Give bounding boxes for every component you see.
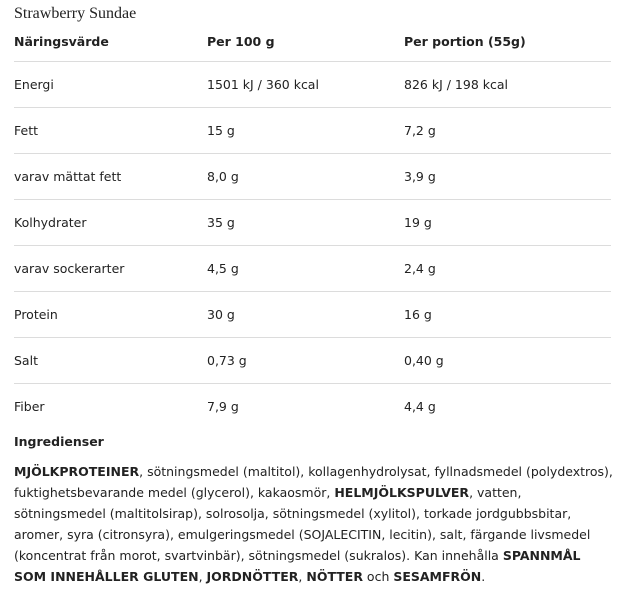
table-row	[14, 200, 611, 246]
ingredient-text: , sötningsmedel (maltitol), kollagenhydrolysat, fyllnadsmedel (polydextros), fuktighetsbevarande medel (glycerol), kakaosmör,	[14, 464, 613, 500]
nutrient-name: Salt	[14, 338, 207, 384]
table-row	[14, 246, 611, 292]
table-row	[14, 108, 611, 154]
nutrition-header-row	[14, 22, 611, 62]
table-row	[14, 62, 611, 108]
ingredient-text: , vatten, sötningsmedel (maltitolsirap), solrosolja, sötningsmedel (xylitol), torkade jordgubbsbitar, aromer, syra (citronsyra), emulgeringsmedel (SOJALECITIN, lecitin), salt, färgande livsmedel (koncentrat från morot, svartvinbär), sötningsmedel (sukralos). Kan innehålla	[14, 485, 591, 563]
ingredient-text: ,	[198, 569, 207, 584]
table-row	[14, 292, 611, 338]
value-per-portion: 4,4 g	[404, 398, 436, 414]
table-row	[14, 384, 611, 429]
ingredient-text: och	[362, 569, 394, 584]
value-per-portion: 16 g	[404, 292, 611, 338]
ingredient-text: .	[481, 569, 486, 584]
value-per-portion: 2,4 g	[404, 246, 611, 292]
nutrient-name: Energi	[14, 62, 207, 108]
table-row	[14, 154, 611, 200]
value-per-portion: 826 kJ / 198 kcal	[404, 62, 611, 108]
value-per-100g: 1501 kJ / 360 kcal	[207, 62, 404, 108]
nutrient-name: Kolhydrater	[14, 200, 207, 246]
ingredient-allergen: SESAMFRÖN	[393, 569, 482, 584]
value-per-100g: 15 g	[207, 108, 404, 154]
ingredient-allergen: NÖTTER	[306, 569, 363, 584]
nutrient-name: varav mättat fett	[14, 154, 207, 200]
nutrient-name: varav sockerarter	[14, 246, 207, 292]
ingredient-allergen: JORDNÖTTER	[206, 569, 299, 584]
header-nutrient: Näringsvärde	[14, 22, 207, 62]
value-per-portion: 3,9 g	[404, 154, 611, 200]
header-per-portion: Per portion (55g)	[404, 22, 611, 62]
ingredient-allergen: HELMJÖLKSPULVER	[334, 485, 470, 500]
ingredient-text: ,	[298, 569, 307, 584]
product-title: Strawberry Sundae	[14, 5, 137, 22]
nutrition-table	[14, 22, 611, 428]
value-per-100g: 4,5 g	[207, 246, 404, 292]
value-per-portion: 7,2 g	[404, 108, 611, 154]
nutrient-name: Fett	[14, 108, 207, 154]
table-row	[14, 338, 611, 384]
value-per-100g: 35 g	[207, 200, 404, 246]
header-per-100g: Per 100 g	[207, 22, 404, 62]
ingredients-heading: Ingredienser	[14, 434, 104, 449]
value-per-portion: 0,40 g	[404, 338, 611, 384]
ingredients-text	[14, 461, 614, 587]
nutrient-name: Fiber	[14, 398, 45, 414]
nutrient-name: Protein	[14, 292, 207, 338]
value-per-100g: 30 g	[207, 292, 404, 338]
ingredient-allergen: MJÖLKPROTEINER	[14, 464, 140, 479]
value-per-100g: 7,9 g	[207, 398, 239, 414]
value-per-portion: 19 g	[404, 200, 611, 246]
value-per-100g: 0,73 g	[207, 338, 404, 384]
ingredient-allergen: SPANNMÅL SOM INNEHÅLLER GLUTEN	[14, 548, 581, 584]
value-per-100g: 8,0 g	[207, 154, 404, 200]
